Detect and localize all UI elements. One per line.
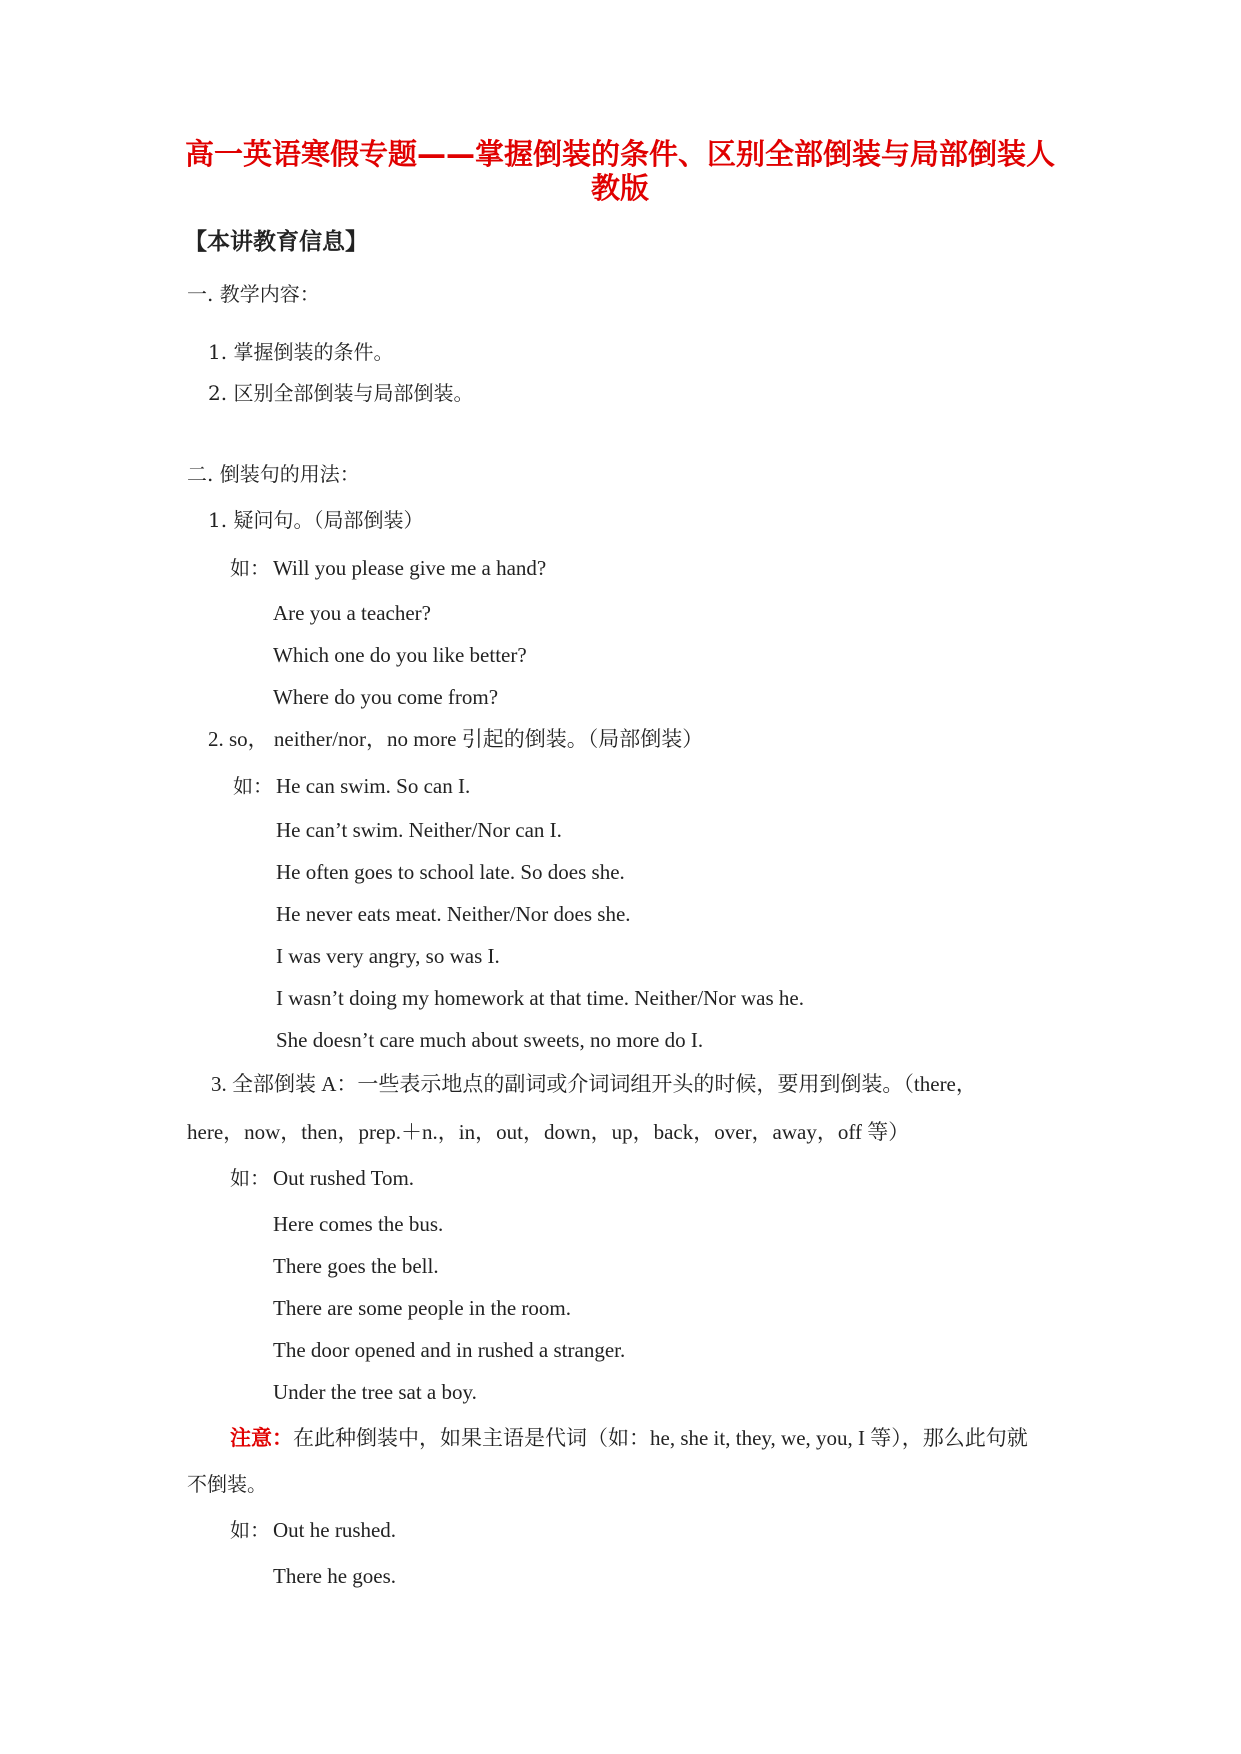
note-line-1 xyxy=(230,1426,1028,1450)
example-prefix: 如： xyxy=(233,774,273,798)
example-sentence: Where do you come from? xyxy=(273,685,499,709)
section-2-heading: 二. 倒装句的用法： xyxy=(187,462,360,486)
example-sentence: Out he rushed. xyxy=(273,1518,397,1542)
note-text: 在此种倒装中，如果主语是代词（如：he, she it, they, we, you, I 等），那么此句就 xyxy=(293,1426,1028,1450)
example-sentence: He can’t swim. Neither/Nor can I. xyxy=(276,818,562,842)
example-sentence: There goes the bell. xyxy=(273,1254,439,1278)
point-2-label: 2. so， neither/nor，no more 引起的倒装。（局部倒装） xyxy=(208,727,704,751)
document-title-line-2: 教版 xyxy=(590,171,649,205)
example-sentence: I wasn’t doing my homework at that time. Neither/Nor was he. xyxy=(276,986,804,1010)
example-sentence: She doesn’t care much about sweets, no more do I. xyxy=(276,1028,704,1052)
info-heading: 【本讲教育信息】 xyxy=(184,229,368,255)
example-sentence: I was very angry, so was I. xyxy=(276,944,500,968)
point-1-label: 1. 疑问句。（局部倒装） xyxy=(208,508,424,532)
example-sentence: Will you please give me a hand? xyxy=(273,556,547,580)
example-sentence: Under the tree sat a boy. xyxy=(273,1380,477,1404)
example-sentence: He often goes to school late. So does she. xyxy=(276,860,625,884)
example-sentence: The door opened and in rushed a stranger. xyxy=(273,1338,626,1362)
example-sentence: There he goes. xyxy=(273,1564,397,1588)
example-sentence: He never eats meat. Neither/Nor does she. xyxy=(276,902,631,926)
example-sentence: Are you a teacher? xyxy=(273,601,431,625)
section-1-item: 2. 区别全部倒装与局部倒装。 xyxy=(208,381,474,405)
example-sentence: He can swim. So can I. xyxy=(276,774,471,798)
note-line-2: 不倒装。 xyxy=(187,1472,267,1496)
document-title-line-1: 高一英语寒假专题——掌握倒装的条件、区别全部倒装与局部倒装人 xyxy=(184,137,1055,171)
note-label: 注意： xyxy=(230,1426,293,1450)
example-sentence: There are some people in the room. xyxy=(273,1296,571,1320)
example-prefix: 如： xyxy=(230,556,270,580)
example-sentence: Out rushed Tom. xyxy=(273,1166,415,1190)
example-sentence: Here comes the bus. xyxy=(273,1212,444,1236)
point-3-label-line-1: 3. 全部倒装 A：一些表示地点的副词或介词词组开头的时候，要用到倒装。（there， xyxy=(211,1072,977,1096)
section-1-heading: 一. 教学内容： xyxy=(187,282,320,306)
example-prefix: 如： xyxy=(230,1166,270,1190)
point-3-label-line-2: here，now，then，prep.＋n.，in，out，down，up，back，over，away，off 等） xyxy=(187,1120,910,1144)
example-prefix: 如： xyxy=(230,1518,270,1542)
example-sentence: Which one do you like better? xyxy=(273,643,527,667)
section-1-item: 1. 掌握倒装的条件。 xyxy=(208,340,394,364)
